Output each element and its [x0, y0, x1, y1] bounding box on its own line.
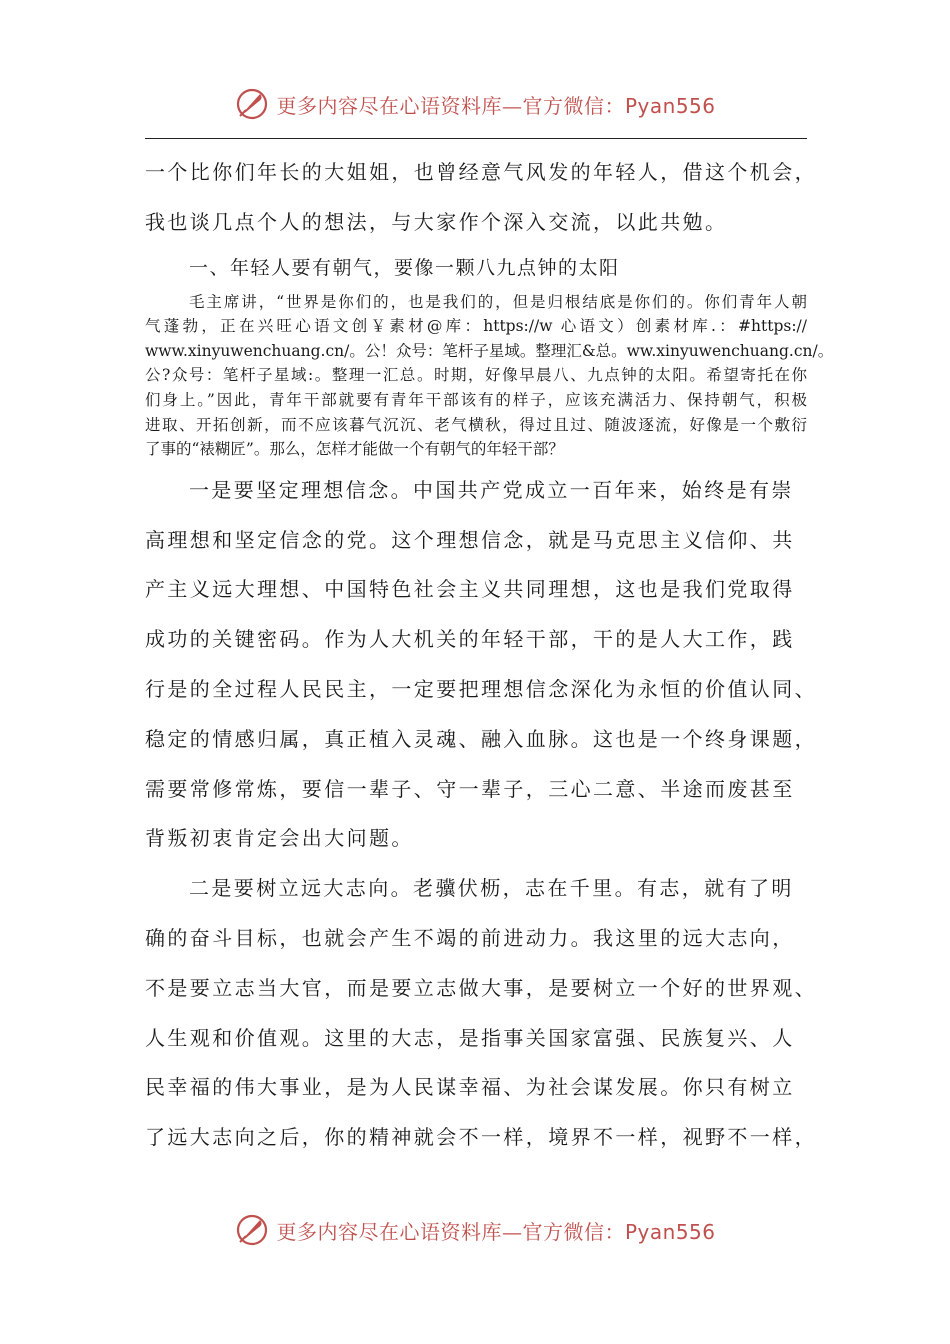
footer-brand-text: 更多内容尽在心语资料库—官方微信：Pyan556 [276, 1219, 716, 1244]
paragraph-line: 需要常修常炼，要信一辈子、守一辈子，三心二意、半途而废甚至 [145, 776, 795, 801]
paragraph-line: 稳定的情感归属，真正植入灵魂、融入血脉。这也是一个终身课题， [145, 726, 817, 751]
paragraph-line: 高理想和坚定信念的党。这个理想信念，就是马克思主义信仰、共 [145, 527, 795, 552]
paragraph-line: 二是要树立远大志向。老骥伏枥，志在千里。有志，就有了明 [189, 876, 794, 901]
intro-line: 一个比你们年长的大姐姐，也曾经意气风发的年轻人，借这个机会， [145, 160, 817, 184]
intro-line: 我也谈几点个人的想法，与大家作个深入交流，以此共勉。 [145, 209, 728, 234]
footer-wechat-id: Pyan556 [624, 1219, 716, 1244]
paragraph-two [145, 864, 817, 1163]
section-heading: 一、年轻人要有朝气，要像一颗八九点钟的太阳 [189, 256, 620, 279]
quote-line: 进取、开拓创新，而不应该暮气沉沉、老气横秋，得过且过、随波逐流，好像是一个敷衍 [145, 415, 807, 434]
quote-line: 公?众号：笔杆子星域:。整理一汇总。时期，好像早晨八、九点钟的太阳。希望寄托在你 [145, 366, 807, 385]
quill-logo-icon [234, 1212, 270, 1248]
document-body [145, 148, 834, 1163]
footer-brand [234, 1212, 715, 1248]
page-footer [0, 1212, 950, 1248]
paragraph-line: 背叛初衷肯定会出大问题。 [145, 826, 414, 851]
header-brand [234, 86, 715, 122]
paragraph-line: 成功的关键密码。作为人大机关的年轻干部，干的是人大工作，践 [145, 627, 795, 652]
paragraph-line: 确的奋斗目标，也就会产生不竭的前进动力。我这里的远大志向， [145, 925, 795, 950]
paragraph-line: 产主义远大理想、中国特色社会主义共同理想，这也是我们党取得 [145, 577, 795, 602]
paragraph-line: 一是要坚定理想信念。中国共产党成立一百年来，始终是有崇 [189, 477, 794, 502]
header-brand-text: 更多内容尽在心语资料库—官方微信：Pyan556 [276, 93, 716, 118]
quote-line: www.xinyuwenchuang.cn/。公！众号：笔杆子星域。整理汇&总。ww.xinyuwenchuang.cn/。 [145, 341, 834, 360]
quote-line: 气蓬勃，正在兴旺心语文创￥素材@库：https://w 心语文）创素材库.：#https:// [145, 317, 807, 336]
header-divider [145, 138, 807, 139]
paragraph-line: 不是要立志当大官，而是要立志做大事，是要树立一个好的世界观、 [145, 975, 817, 1000]
quote-line: 们身上。”因此，青年干部就要有青年干部该有的样子，应该充满活力、保持朝气，积极 [145, 390, 807, 409]
quill-logo-icon [234, 86, 270, 122]
quote-line: 毛主席讲，“世界是你们的，也是我们的，但是归根结底是你们的。你们青年人朝 [189, 292, 807, 311]
paragraph-line: 了远大志向之后，你的精神就会不一样，境界不一样，视野不一样， [145, 1125, 817, 1150]
paragraph-line: 民幸福的伟大事业，是为人民谋幸福、为社会谋发展。你只有树立 [145, 1075, 795, 1100]
quote-line: 了事的“裱糊匠”。那么，怎样才能做一个有朝气的年轻干部？ [145, 440, 564, 459]
paragraph-line: 行是的全过程人民民主，一定要把理想信念深化为永恒的价值认同、 [145, 676, 817, 701]
page-header [0, 86, 950, 122]
paragraph-line: 人生观和价值观。这里的大志，是指事关国家富强、民族复兴、人 [145, 1025, 795, 1050]
header-wechat-id: Pyan556 [624, 93, 716, 118]
quote-paragraph [145, 290, 834, 462]
paragraph-one [145, 466, 817, 864]
